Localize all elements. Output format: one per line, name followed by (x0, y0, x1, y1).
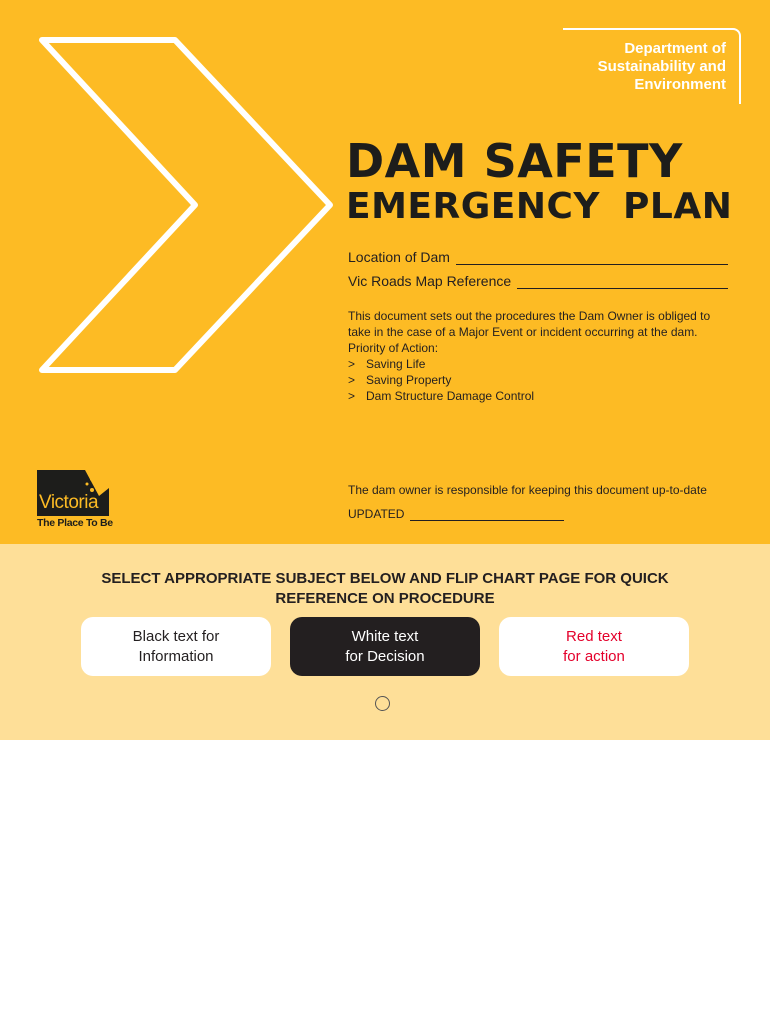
victoria-wordmark: Victoria (39, 492, 99, 513)
decision-key-card[interactable] (290, 617, 480, 676)
department-line: Sustainability and (597, 58, 726, 75)
department-line: Department of (624, 40, 726, 57)
priority-item (348, 372, 728, 388)
quick-reference-band (0, 544, 770, 740)
heading-line: SELECT APPROPRIATE SUBJECT BELOW AND FLIP CHART PAGE FOR QUICK (101, 570, 669, 587)
map-reference-label: Vic Roads Map Reference (348, 273, 512, 289)
card-line: for action (563, 647, 625, 665)
priority-item (348, 388, 728, 404)
card-line: for Decision (345, 647, 425, 665)
updated-field[interactable] (348, 507, 564, 521)
updated-label: UPDATED (348, 507, 405, 521)
department-line: Environment (634, 76, 726, 93)
quick-reference-heading (60, 569, 710, 609)
card-line: Information (138, 647, 214, 665)
victoria-logo-box (37, 470, 113, 516)
owner-responsibility-note: The dam owner is responsible for keeping this document up-to-date (348, 483, 707, 497)
action-key-card[interactable] (499, 617, 689, 676)
bullet-glyph: > (348, 389, 356, 403)
location-of-dam-field[interactable] (348, 249, 728, 265)
victoria-logo (37, 470, 115, 530)
procedure-description (348, 308, 728, 404)
bullet-glyph: > (348, 373, 356, 387)
priority-text: Saving Property (366, 373, 452, 387)
department-name (486, 40, 726, 94)
card-line: Red text (566, 627, 622, 645)
map-reference-field[interactable] (348, 273, 728, 289)
page-indicator-icon[interactable] (375, 696, 390, 711)
map-reference-blank[interactable] (517, 274, 728, 289)
priority-text: Dam Structure Damage Control (366, 389, 535, 403)
chevron-outline-icon (30, 30, 340, 380)
bullet-glyph: > (348, 357, 356, 371)
heading-line: REFERENCE ON PROCEDURE (275, 590, 495, 607)
card-line: Black text for (132, 627, 220, 645)
information-key-card[interactable] (81, 617, 271, 676)
victoria-tagline: The Place To Be (37, 517, 113, 529)
priority-text: Saving Life (366, 357, 426, 371)
card-line: White text (351, 627, 419, 645)
updated-blank[interactable] (410, 509, 564, 521)
document-title-line-1: DAM SAFETY (346, 134, 683, 188)
description-text: This document sets out the procedures the Dam Owner is obliged to take in the case of a Major Event or incident occurring at the dam. (348, 309, 711, 339)
location-of-dam-blank[interactable] (456, 250, 728, 265)
location-of-dam-label: Location of Dam (348, 249, 450, 265)
priority-item (348, 356, 728, 372)
priority-label: Priority of Action: (348, 341, 439, 355)
document-title-line-2: EMERGENCY PLAN (346, 186, 733, 227)
